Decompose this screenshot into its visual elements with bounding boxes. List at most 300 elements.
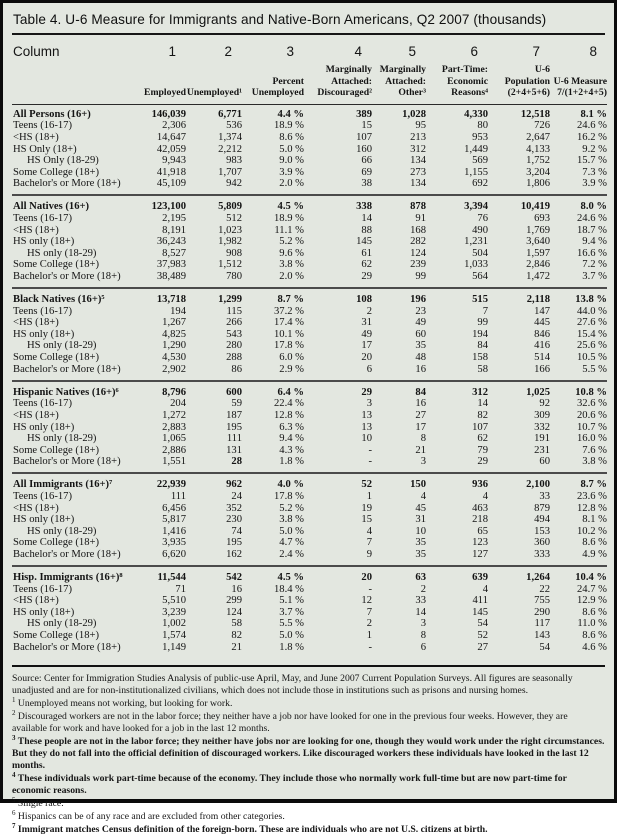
value-cell: 59 (231, 398, 242, 410)
u6-data-table (12, 35, 607, 658)
value-cell: 15.7 % (576, 155, 607, 167)
value-cell: 312 (410, 143, 426, 155)
section-value-cell: 389 (304, 104, 372, 120)
value-cell: 7.3 % (582, 166, 607, 178)
value-cell: 124 (410, 247, 426, 259)
section-value-cell: 10.4 % (550, 566, 607, 583)
value-cell: 2.0 % (279, 270, 304, 282)
row-label: Bachelor's or More (18+) (13, 363, 121, 375)
value-cell: 37,983 (156, 259, 186, 271)
value-cell: 82 (231, 630, 242, 642)
value-cell: 983 (226, 155, 242, 167)
value-cell: 9.6 % (279, 247, 304, 259)
value-cell: 564 (472, 270, 488, 282)
value-cell: 107 (356, 131, 372, 143)
value-cell: 42,059 (156, 143, 186, 155)
col-header-marginally-attached-discouraged: Marginally Attached: Discouraged² (317, 64, 372, 99)
value-cell: 504 (472, 247, 488, 259)
value-cell: 1,267 (162, 317, 186, 329)
col-header-unemployed: Unemployed¹ (186, 87, 242, 99)
section-value-cell: 22,939 (134, 473, 186, 490)
value-cell: 299 (226, 595, 242, 607)
row-label: Teens (16-17) (13, 583, 72, 595)
row-label: Some College (18+) (13, 444, 100, 456)
value-cell: - (368, 583, 372, 595)
value-cell: 18.9 % (273, 120, 304, 132)
section-value-cell: 196 (372, 288, 426, 305)
value-cell: 879 (534, 502, 550, 514)
value-cell: 1,752 (526, 155, 550, 167)
column-number-2: 2 (224, 44, 232, 59)
value-cell: 4.9 % (582, 548, 607, 560)
value-cell: 12.8 % (576, 502, 607, 514)
data-row (12, 584, 607, 596)
value-cell: 17.8 % (273, 491, 304, 503)
value-cell: 6.3 % (279, 421, 304, 433)
source-note: Source: Center for Immigration Studies Analysis of public-use April, May, and June 2007 Current Population Surveys. All figures are seasonally unadjusted and are for non-institutionalized civilians, which does not include those in institutions such as prisons and nursing homes. (12, 672, 573, 697)
value-cell: 107 (472, 421, 488, 433)
section-value-cell: 639 (426, 566, 488, 583)
column-number-1: 1 (168, 44, 176, 59)
section-value-cell: 936 (426, 473, 488, 490)
value-cell: 1,597 (526, 247, 550, 259)
section-header-row (12, 288, 607, 305)
footnote: $^4$ These individuals work part-time because of the economy. They include those who normally work full-time but are now part-time for economic reasons. (12, 770, 567, 797)
value-cell: 14 (361, 213, 372, 225)
data-row (12, 120, 607, 132)
value-cell: 4 (482, 491, 488, 503)
value-cell: 153 (534, 525, 550, 537)
value-cell: 4 (366, 525, 372, 537)
value-cell: 1,472 (526, 270, 550, 282)
section-value-cell: 4.5 % (242, 195, 304, 212)
section-value-cell: 108 (304, 288, 372, 305)
value-cell: 41,918 (156, 166, 186, 178)
value-cell: 3,935 (162, 537, 186, 549)
row-label: Teens (16-17) (13, 213, 72, 225)
data-row (12, 166, 607, 178)
col-header-employed: Employed (144, 87, 186, 99)
value-cell: 22 (539, 583, 550, 595)
section-value-cell: 4.0 % (242, 473, 304, 490)
value-cell: 512 (226, 213, 242, 225)
column-number-6: 6 (470, 44, 478, 59)
value-cell: 1,374 (218, 131, 242, 143)
value-cell: 48 (415, 352, 426, 364)
row-label: HS only (18+) (13, 606, 75, 618)
value-cell: 10.5 % (576, 352, 607, 364)
section-value-cell: 1,264 (488, 566, 550, 583)
value-cell: 3 (420, 618, 426, 630)
section-label: All Immigrants (16+)⁷ (12, 473, 134, 490)
section-value-cell: 8.1 % (550, 104, 607, 120)
value-cell: 86 (231, 363, 242, 375)
value-cell: 2 (366, 305, 372, 317)
column-number-row (12, 35, 607, 62)
value-cell: 54 (539, 641, 550, 653)
data-row (12, 607, 607, 619)
data-row (12, 618, 607, 630)
value-cell: 158 (472, 352, 488, 364)
value-cell: 4 (482, 583, 488, 595)
footnotes-block (12, 667, 605, 836)
value-cell: 266 (226, 317, 242, 329)
data-row (12, 433, 607, 445)
value-cell: 4,825 (162, 328, 186, 340)
column-number-4: 4 (354, 44, 362, 59)
table-title: Table 4. U-6 Measure for Immigrants and Native-Born Americans, Q2 2007 (thousands) (13, 12, 547, 27)
value-cell: 4.6 % (582, 641, 607, 653)
value-cell: 9 (366, 548, 372, 560)
footnote: $^2$ Discouraged workers are not in the labor force; they neither have a job nor have looked for one in the previous four weeks. However, they are available for work and have looked for a job in the last 12 months. (12, 708, 568, 734)
value-cell: 35 (415, 537, 426, 549)
value-cell: 5,510 (162, 595, 186, 607)
footnote: $^6$ Hispanics can be of any race and are excluded from other categories. (12, 808, 285, 823)
value-cell: 14 (415, 606, 426, 618)
value-cell: 61 (361, 247, 372, 259)
value-cell: 27.6 % (576, 317, 607, 329)
value-cell: 273 (410, 166, 426, 178)
row-label: <HS (18+) (13, 595, 59, 607)
value-cell: 10.2 % (576, 525, 607, 537)
value-cell: 1,149 (162, 641, 186, 653)
data-row (12, 641, 607, 657)
value-cell: 14 (477, 398, 488, 410)
section-value-cell: 29 (304, 381, 372, 398)
value-cell: 17.4 % (273, 317, 304, 329)
section-value-cell: 1,025 (488, 381, 550, 398)
row-label: Teens (16-17) (13, 305, 72, 317)
value-cell: 147 (534, 305, 550, 317)
data-row (12, 143, 607, 155)
value-cell: 2,883 (162, 421, 186, 433)
row-label: HS only (18-29) (27, 340, 97, 352)
section-value-cell: 515 (426, 288, 488, 305)
footnote-marker: 4 (12, 770, 16, 779)
footnote-marker: 5 (12, 796, 16, 805)
value-cell: 8 (420, 630, 426, 642)
value-cell: 16.2 % (576, 131, 607, 143)
value-cell: 8 (420, 433, 426, 445)
value-cell: 24 (231, 491, 242, 503)
data-row (12, 502, 607, 514)
section-value-cell: 8.7 % (550, 473, 607, 490)
value-cell: 24.6 % (576, 213, 607, 225)
value-cell: 1 (366, 491, 372, 503)
value-cell: 5,817 (162, 514, 186, 526)
value-cell: 115 (226, 305, 242, 317)
value-cell: 5.0 % (279, 143, 304, 155)
value-cell: 17.8 % (273, 340, 304, 352)
value-cell: 2,902 (162, 363, 186, 375)
data-row (12, 398, 607, 410)
value-cell: 1,290 (162, 340, 186, 352)
value-cell: 16.0 % (576, 433, 607, 445)
value-cell: 332 (534, 421, 550, 433)
value-cell: 17 (361, 340, 372, 352)
col-header-marginally-attached-other: Marginally Attached: Other³ (379, 64, 426, 99)
section-value-cell: 2,118 (488, 288, 550, 305)
section-label: All Natives (16+) (12, 195, 134, 212)
value-cell: 908 (226, 247, 242, 259)
section-value-cell: 4.4 % (242, 104, 304, 120)
value-cell: 54 (477, 618, 488, 630)
value-cell: 3,640 (526, 236, 550, 248)
data-row (12, 224, 607, 236)
row-label: Bachelor's or More (18+) (13, 641, 121, 653)
row-label: HS Only (18+) (13, 143, 77, 155)
value-cell: 755 (534, 595, 550, 607)
value-cell: 1.8 % (279, 456, 304, 468)
value-cell: 195 (226, 421, 242, 433)
section-value-cell: 8.0 % (550, 195, 607, 212)
data-row (12, 526, 607, 538)
value-cell: 15 (361, 514, 372, 526)
value-cell: 3 (366, 398, 372, 410)
value-cell: 117 (534, 618, 550, 630)
data-row (12, 595, 607, 607)
value-cell: - (368, 456, 372, 468)
value-cell: 1,982 (218, 236, 242, 248)
row-label: HS only (18+) (13, 328, 75, 340)
footnote-marker: 3 (12, 733, 16, 742)
section-value-cell: 13,718 (134, 288, 186, 305)
value-cell: 416 (534, 340, 550, 352)
section-value-cell: 8,796 (134, 381, 186, 398)
value-cell: 66 (361, 155, 372, 167)
value-cell: 5.2 % (279, 236, 304, 248)
value-cell: 60 (539, 456, 550, 468)
data-row (12, 271, 607, 288)
section-value-cell: 4,330 (426, 104, 488, 120)
value-cell: 3.7 % (279, 606, 304, 618)
value-cell: 1,033 (464, 259, 488, 271)
value-cell: 160 (356, 143, 372, 155)
value-cell: 1,769 (526, 224, 550, 236)
value-cell: 231 (534, 444, 550, 456)
value-cell: 9.2 % (582, 143, 607, 155)
row-label: HS only (18-29) (27, 618, 97, 630)
data-row (12, 445, 607, 457)
data-row (12, 491, 607, 503)
value-cell: 18.4 % (273, 583, 304, 595)
value-cell: 2 (420, 583, 426, 595)
value-cell: 76 (477, 213, 488, 225)
value-cell: 309 (534, 409, 550, 421)
value-cell: 4.3 % (279, 444, 304, 456)
column-number-5: 5 (408, 44, 416, 59)
section-value-cell: 3,394 (426, 195, 488, 212)
section-value-cell: 63 (372, 566, 426, 583)
value-cell: 6 (420, 641, 426, 653)
value-cell: 4.7 % (279, 537, 304, 549)
value-cell: 9.0 % (279, 155, 304, 167)
value-cell: 84 (477, 340, 488, 352)
value-cell: 20 (361, 352, 372, 364)
data-row (12, 213, 607, 225)
value-cell: 4 (420, 491, 426, 503)
value-cell: 123 (472, 537, 488, 549)
row-label: Some College (18+) (13, 537, 100, 549)
value-cell: 13 (361, 421, 372, 433)
section-value-cell: 1,299 (186, 288, 242, 305)
value-cell: 3.8 % (279, 514, 304, 526)
section-label: Hisp. Immigrants (16+)⁸ (12, 566, 134, 583)
value-cell: 352 (226, 502, 242, 514)
value-cell: 15 (361, 120, 372, 132)
row-label: Some College (18+) (13, 630, 100, 642)
value-cell: 65 (477, 525, 488, 537)
value-cell: 45 (415, 502, 426, 514)
value-cell: 693 (534, 213, 550, 225)
column-number-8: 8 (589, 44, 597, 59)
value-cell: 1,512 (218, 259, 242, 271)
value-cell: 44.0 % (576, 305, 607, 317)
value-cell: 692 (472, 178, 488, 190)
value-cell: 15.4 % (576, 328, 607, 340)
row-label: Some College (18+) (13, 352, 100, 364)
value-cell: 166 (534, 363, 550, 375)
value-cell: 71 (175, 583, 186, 595)
value-cell: 1,806 (526, 178, 550, 190)
data-row (12, 630, 607, 642)
value-cell: 134 (410, 178, 426, 190)
section-value-cell: 150 (372, 473, 426, 490)
value-cell: 953 (472, 131, 488, 143)
section-value-cell: 52 (304, 473, 372, 490)
value-cell: 3.7 % (582, 270, 607, 282)
value-cell: 27 (415, 409, 426, 421)
value-cell: 282 (410, 236, 426, 248)
value-cell: 1,065 (162, 433, 186, 445)
value-cell: 726 (534, 120, 550, 132)
value-cell: 290 (534, 606, 550, 618)
value-cell: 8.1 % (582, 514, 607, 526)
value-cell: 5.2 % (279, 502, 304, 514)
section-value-cell: 542 (186, 566, 242, 583)
section-value-cell: 12,518 (488, 104, 550, 120)
col-header-u6-population: U-6 Population (2+4+5+6) (504, 64, 550, 99)
data-row (12, 259, 607, 271)
value-cell: 2.4 % (279, 548, 304, 560)
value-cell: 10 (415, 525, 426, 537)
data-row (12, 410, 607, 422)
value-cell: 1,707 (218, 166, 242, 178)
value-cell: 28 (231, 456, 242, 468)
value-cell: 13 (361, 409, 372, 421)
value-cell: 6.0 % (279, 352, 304, 364)
value-cell: 1.8 % (279, 641, 304, 653)
value-cell: 2,846 (526, 259, 550, 271)
data-row (12, 549, 607, 566)
data-row (12, 132, 607, 144)
value-cell: 18.9 % (273, 213, 304, 225)
section-value-cell: 4.5 % (242, 566, 304, 583)
row-label: Bachelor's or More (18+) (13, 178, 121, 190)
value-cell: 514 (534, 352, 550, 364)
row-label: HS only (18-29) (27, 247, 97, 259)
value-cell: 942 (226, 178, 242, 190)
data-row (12, 340, 607, 352)
value-cell: 69 (361, 166, 372, 178)
value-cell: 49 (415, 317, 426, 329)
value-cell: 280 (226, 340, 242, 352)
value-cell: 52 (477, 630, 488, 642)
value-cell: 18.7 % (576, 224, 607, 236)
section-label: All Persons (16+) (12, 104, 134, 120)
value-cell: 8.6 % (582, 606, 607, 618)
value-cell: 8,191 (162, 224, 186, 236)
row-label: HS only (18-29) (27, 433, 97, 445)
value-cell: 16 (231, 583, 242, 595)
value-cell: 134 (410, 155, 426, 167)
value-cell: 490 (472, 224, 488, 236)
value-cell: 35 (415, 548, 426, 560)
data-row (12, 317, 607, 329)
value-cell: 22.4 % (273, 398, 304, 410)
value-cell: 88 (361, 224, 372, 236)
section-value-cell: 2,100 (488, 473, 550, 490)
value-cell: 74 (231, 525, 242, 537)
value-cell: 8.6 % (279, 131, 304, 143)
footnote-marker: 7 (12, 821, 16, 830)
value-cell: 82 (477, 409, 488, 421)
value-cell: 6,456 (162, 502, 186, 514)
data-row (12, 514, 607, 526)
value-cell: 37.2 % (273, 305, 304, 317)
section-value-cell: 338 (304, 195, 372, 212)
footnote: $^5$ Single race. (12, 796, 64, 810)
value-cell: 3.8 % (279, 259, 304, 271)
row-label: Some College (18+) (13, 166, 100, 178)
value-cell: 24.6 % (576, 120, 607, 132)
value-cell: 1 (366, 630, 372, 642)
value-cell: 494 (534, 514, 550, 526)
row-label: <HS (18+) (13, 317, 59, 329)
row-label: HS only (18+) (13, 236, 75, 248)
value-cell: 62 (477, 433, 488, 445)
row-label: <HS (18+) (13, 409, 59, 421)
value-cell: 536 (226, 120, 242, 132)
value-cell: 11.1 % (274, 224, 304, 236)
row-label: Teens (16-17) (13, 491, 72, 503)
value-cell: 2,212 (218, 143, 242, 155)
section-value-cell: 600 (186, 381, 242, 398)
data-row (12, 306, 607, 318)
value-cell: 33 (539, 491, 550, 503)
value-cell: 21 (231, 641, 242, 653)
footnote: $^3$ These people are not in the labor force; they neither have jobs nor are looking for one, though they would work under the right circumstances. But they do not fall into the official definition of discouraged workers. Like discouraged workers these individuals have looked in the last 12 months. (12, 733, 605, 772)
value-cell: 6 (366, 363, 372, 375)
value-cell: 131 (226, 444, 242, 456)
value-cell: 38,489 (156, 270, 186, 282)
value-cell: 16.6 % (576, 247, 607, 259)
section-header-row (12, 566, 607, 583)
value-cell: 543 (226, 328, 242, 340)
value-cell: 29 (477, 456, 488, 468)
section-value-cell: 962 (186, 473, 242, 490)
section-value-cell: 123,100 (134, 195, 186, 212)
value-cell: 99 (477, 317, 488, 329)
value-cell: 463 (472, 502, 488, 514)
column-number-7: 7 (532, 44, 540, 59)
value-cell: 27 (477, 641, 488, 653)
value-cell: 95 (415, 120, 426, 132)
value-cell: 25.6 % (576, 340, 607, 352)
value-cell: 2,306 (162, 120, 186, 132)
value-cell: 80 (477, 120, 488, 132)
value-cell: 780 (226, 270, 242, 282)
